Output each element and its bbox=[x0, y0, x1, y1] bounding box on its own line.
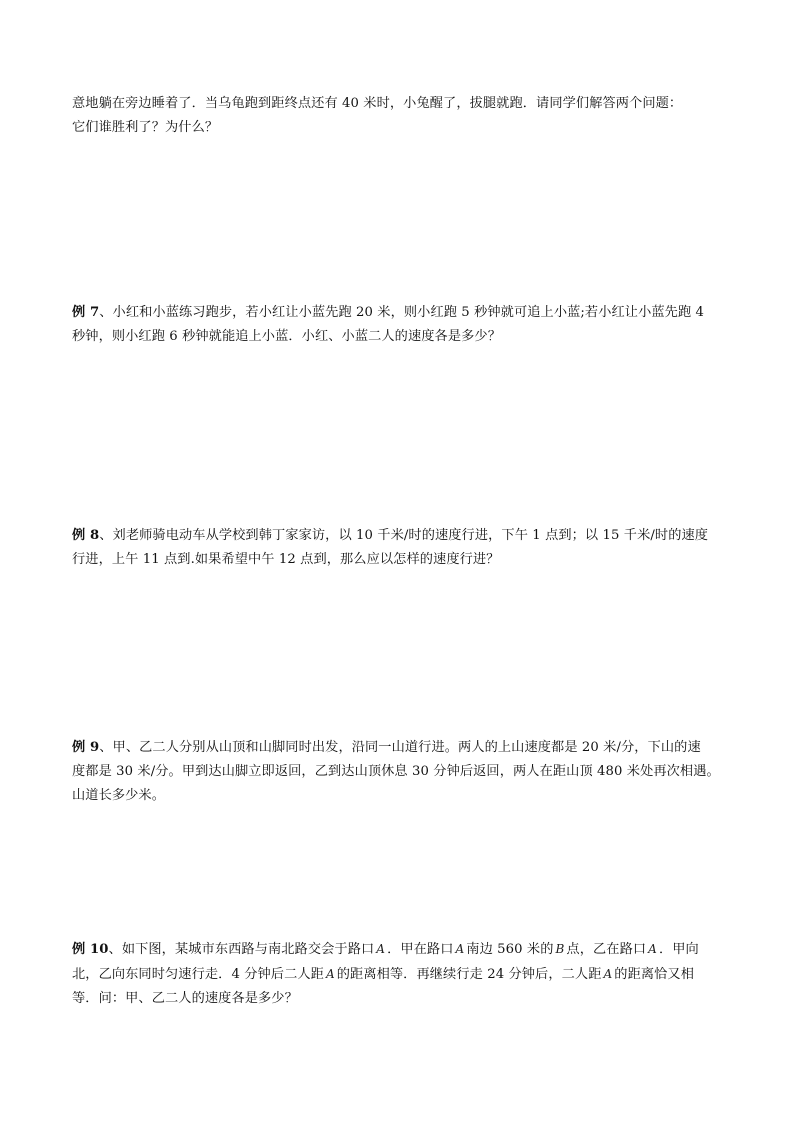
example-8-label: 例 8 bbox=[72, 528, 100, 543]
variable-a: A bbox=[455, 942, 465, 956]
variable-b: B bbox=[555, 942, 565, 956]
example-10-label: 例 10 bbox=[72, 942, 109, 957]
example-10-text-2b: 的距离相等．再继续行走 24 分钟后，二人距 bbox=[336, 967, 602, 982]
variable-a: A bbox=[325, 967, 335, 981]
example-10-text-1e: ．甲向 bbox=[658, 942, 699, 957]
example-7-text-1: 、小红和小蓝练习跑步，若小红让小蓝先跑 20 米，则小红跑 5 秒钟就可追上小蓝;若小红让小蓝先跑 4 bbox=[99, 305, 705, 320]
example-7-label: 例 7 bbox=[72, 305, 100, 320]
example-9-text-1: 、甲、乙二人分别从山顶和山脚同时出发，沿同一山道行进。两人的上山速度都是 20 米/分，下山的速 bbox=[99, 740, 701, 755]
example-10-text-2c: 的距离恰又相 bbox=[614, 967, 695, 982]
example-8-line-2: 行进，上午 11 点到.如果希望中午 12 点到，那么应以怎样的速度行进？ bbox=[72, 552, 500, 567]
example-7-line-1 bbox=[72, 301, 722, 325]
example-10-text-2a: 北，乙向东同时匀速行走．4 分钟后二人距 bbox=[72, 967, 324, 982]
example-9-label: 例 9 bbox=[72, 740, 100, 755]
example-10 bbox=[72, 937, 722, 1011]
example-9-line-1 bbox=[72, 736, 722, 760]
example-10-text-1c: 南边 560 米的 bbox=[466, 942, 554, 957]
example-8 bbox=[72, 524, 722, 572]
example-10-text-1b: ．甲在路口 bbox=[387, 942, 454, 957]
example-10-line-3: 等．问：甲、乙二人的速度各是多少？ bbox=[72, 991, 298, 1006]
example-7-line-2: 秒钟，则小红跑 6 秒钟就能追上小蓝．小红、小蓝二人的速度各是多少？ bbox=[72, 329, 501, 344]
intro-paragraph bbox=[72, 92, 722, 140]
example-9-line-3: 山道长多少米。 bbox=[72, 788, 166, 803]
example-10-text-1a: 、如下图，某城市东西路与南北路交会于路口 bbox=[108, 942, 375, 957]
example-10-line-1 bbox=[72, 937, 722, 962]
variable-a: A bbox=[648, 942, 657, 956]
example-9 bbox=[72, 736, 722, 808]
intro-line-2: 它们谁胜利了？为什么？ bbox=[72, 120, 219, 135]
variable-a: A bbox=[603, 967, 613, 981]
example-8-text-1: 、刘老师骑电动车从学校到韩丁家家访，以 10 千米/时的速度行进，下午 1 点到；以 15 千米/时的速度 bbox=[99, 528, 709, 543]
example-10-line-2 bbox=[72, 962, 722, 987]
example-9-line-2: 度都是 30 米/分。甲到达山脚立即返回，乙到达山顶休息 30 分钟后返回，两人在距山顶 480 米处再次相遇。 bbox=[72, 764, 720, 779]
intro-line-1: 意地躺在旁边睡着了．当乌龟跑到距终点还有 40 米时，小兔醒了，拔腿就跑．请同学们解答两个问题： bbox=[72, 96, 683, 111]
example-10-text-1d: 点，乙在路口 bbox=[566, 942, 647, 957]
variable-a: A bbox=[376, 942, 386, 956]
example-8-line-1 bbox=[72, 524, 722, 548]
example-7 bbox=[72, 301, 722, 349]
